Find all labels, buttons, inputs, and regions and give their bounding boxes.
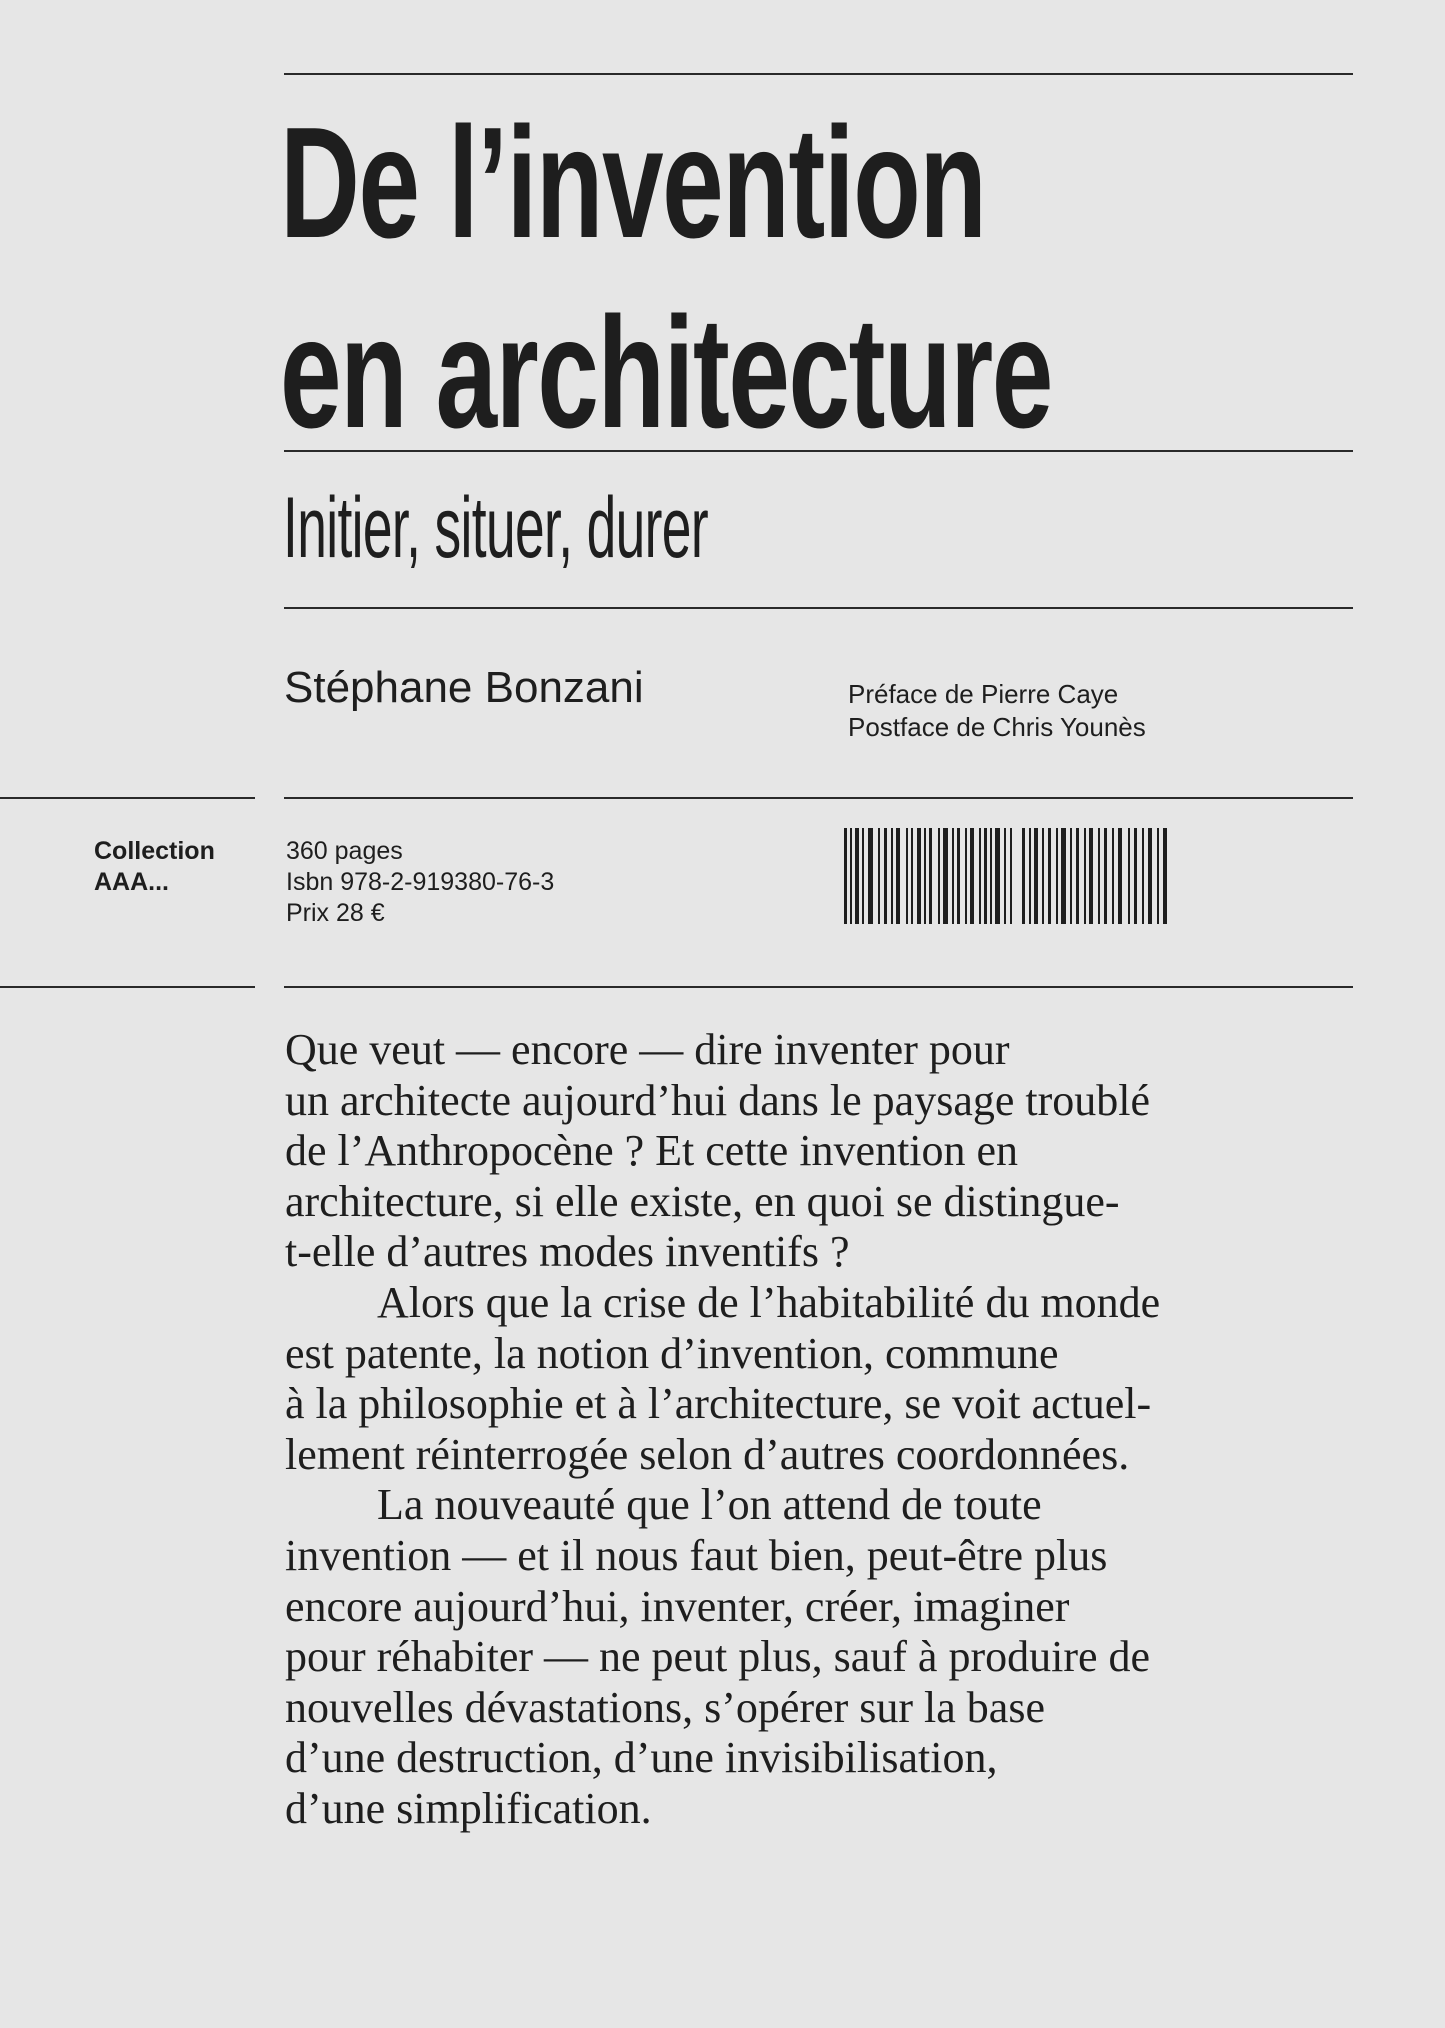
blurb-line: pour réhabiter — ne peut plus, sauf à produire de: [285, 1632, 1151, 1682]
rule-below-subtitle: [284, 607, 1353, 609]
rule-left-lower: [0, 986, 255, 988]
blurb-paragraph-3: [285, 1480, 1365, 1834]
collection-line-2: AAA...: [94, 868, 169, 896]
blurb-line: encore aujourd’hui, inventer, créer, imaginer: [285, 1581, 1070, 1631]
blurb-line: t-elle d’autres modes inventifs ?: [285, 1227, 850, 1277]
collection-line-1: Collection: [94, 837, 215, 865]
blurb-line: Que veut — encore — dire inventer pour: [285, 1025, 1010, 1074]
blurb-line: architecture, si elle existe, en quoi se distingue-: [285, 1176, 1120, 1226]
rule-top: [284, 73, 1353, 75]
book-title-line-2: en architecture: [280, 285, 1052, 461]
blurb-line: Alors que la crise de l’habitabilité du monde: [377, 1277, 1161, 1327]
blurb-line: nouvelles dévastations, s’opérer sur la base: [285, 1682, 1045, 1732]
blurb-paragraph-2: [285, 1278, 1365, 1480]
book-title: [280, 88, 1052, 468]
rule-left-upper: [0, 797, 255, 799]
blurb-line: de l’Anthropocène ? Et cette invention en: [285, 1126, 1019, 1176]
price: Prix 28 €: [286, 899, 385, 927]
back-cover-blurb: [285, 1025, 1365, 1835]
page-count: 360 pages: [286, 837, 403, 865]
book-title-line-1: De l’invention: [280, 95, 986, 271]
blurb-line: invention — et il nous faut bien, peut-être plus: [285, 1530, 1108, 1580]
blurb-line: est patente, la notion d’invention, commune: [285, 1328, 1059, 1378]
barcode-icon: [844, 828, 1170, 924]
postface-credit: Postface de Chris Younès: [848, 712, 1146, 742]
book-subtitle: Initier, situer, durer: [283, 480, 708, 576]
rule-upper: [284, 797, 1353, 799]
blurb-paragraph-1: [285, 1025, 1365, 1278]
blurb-line: La nouveauté que l’on attend de toute: [377, 1480, 1042, 1530]
blurb-line: d’une simplification.: [285, 1783, 652, 1833]
author-name: Stéphane Bonzani: [284, 663, 644, 712]
credits: [848, 678, 1146, 744]
book-specs: [286, 836, 554, 929]
blurb-line: à la philosophie et à l’architecture, se voit actuel-: [285, 1379, 1152, 1429]
blurb-line: un architecte aujourd’hui dans le paysage troublé: [285, 1075, 1151, 1125]
blurb-line: lement réinterrogée selon d’autres coordonnées.: [285, 1429, 1130, 1479]
rule-lower: [284, 986, 1353, 988]
collection-label: [94, 836, 215, 898]
isbn: Isbn 978-2-919380-76-3: [286, 868, 555, 896]
preface-credit: Préface de Pierre Caye: [848, 679, 1119, 709]
blurb-line: d’une destruction, d’une invisibilisation,: [285, 1733, 998, 1783]
